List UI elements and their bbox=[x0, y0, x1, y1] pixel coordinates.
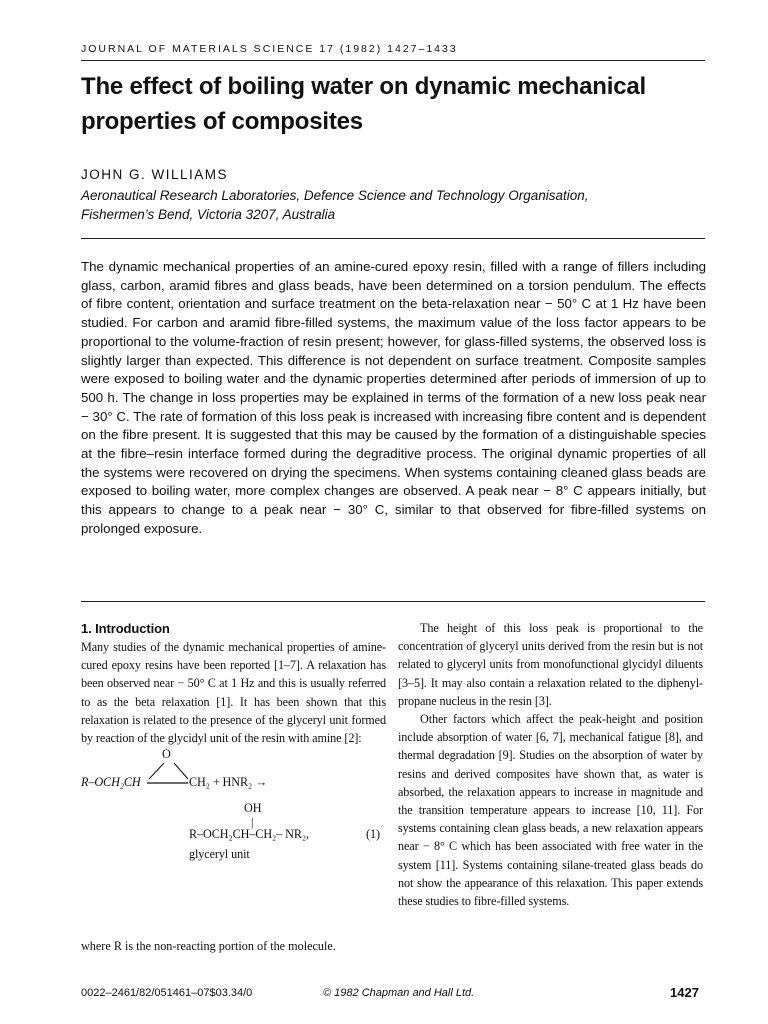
abstract: The dynamic mechanical properties of an amine-cured epoxy resin, filled with a range of fillers including glass, carbon, aramid fibres and glass beads, have been determined on a torsion pendulum. The effects of fibre content, orientation and surface treatment on the beta-relaxation near − 50° C at 1 Hz have been studied. For carbon and aramid fibre-filled systems, the maximum value of the loss factor appears to be proportional to the volume-fraction of resin present; however, for glass-filled systems, the observed loss is slightly larger than expected. This difference is not dependent on surface treatment. Composite samples were exposed to boiling water and the dynamic properties determined after periods of immersion of up to 500 h. The change in loss properties may be explained in terms of the formation of a new loss peak near − 30° C. The rate of formation of this loss peak is increased with increasing fibre content and is dependent on the fibre present. It is suggested that this may be caused by the formation of a distinguishable species at the fibre–resin interface formed during the degraditive process. The original dynamic properties of all the systems were recovered on drying the specimens. When systems containing cleaned glass beads are exposed to boiling water, more complex changes are observed. A peak near − 8° C appears initially, but this appears to change to a peak near − 30° C, similar to that observed for fibre-filled systems on prolonged exposure. bbox=[81, 259, 706, 536]
article-code: 0022–2461/82/051461–07$03.34/0 bbox=[81, 987, 253, 999]
hydroxyl-group: OH bbox=[244, 801, 262, 816]
section-heading: 1. Introduction bbox=[81, 621, 170, 636]
equation-number: (1) bbox=[366, 827, 380, 842]
epoxide-ring-lines bbox=[81, 747, 381, 897]
chemical-equation bbox=[81, 747, 386, 897]
author-affiliation bbox=[81, 186, 701, 224]
intro-paragraph-2: where R is the non-reacting portion of the molecule. bbox=[81, 939, 336, 953]
affiliation-line-1: Aeronautical Research Laboratories, Defence Science and Technology Organisation, bbox=[81, 188, 589, 203]
article-title: The effect of boiling water on dynamic mechanical properties of composites bbox=[81, 73, 646, 135]
product-formula: R–OCH₂CH–CH₂– NR₂, bbox=[189, 827, 309, 842]
copyright-notice: © 1982 Chapman and Hall Ltd. bbox=[323, 987, 475, 999]
right-column bbox=[398, 619, 703, 910]
right-paragraph-1: The height of this loss peak is proportional to the concentration of glyceryl units derived from the resin but is not related to glyceryl units from monofunctional glycidyl diluents [3–5]. It may also contain a relaxation related to the diphenyl-propane nucleus in the resin [3]. bbox=[398, 621, 703, 708]
left-column bbox=[81, 619, 386, 897]
affiliation-line-2: Fishermen’s Bend, Victoria 3207, Australia bbox=[81, 207, 336, 222]
abstract-bottom-rule bbox=[81, 601, 705, 602]
abstract-top-rule bbox=[81, 238, 705, 239]
intro-paragraph-1: Many studies of the dynamic mechanical properties of amine-cured epoxy resins have been reported [1–7]. A relaxation has been observed near − 50° C at 1 Hz and this is usually referred to as the beta relaxation [1]. It has been shown that this relaxation is related to the presence of the glyceryl unit formed by reaction of the glycidyl unit of the resin with amine [2]: bbox=[81, 640, 386, 746]
author-name: JOHN G. WILLIAMS bbox=[81, 167, 229, 182]
right-paragraph-2: Other factors which affect the peak-height and position include absorption of water [6, 7], mechanical fatigue [8], and thermal degradation [9]. Studies on the absorption of water by resins and derived composites have shown that, as water is absorbed, the relaxation appears to increase in magnitude and the transition temperature appears to increase [10, 11]. For systems containing clean glass beads, a new relaxation appears near − 8° C which has been associated with free water in the system [11]. Systems containing silane-treated glass beads do not show the appearance of this relaxation. This paper extends these studies to fibre-filled systems. bbox=[398, 712, 703, 909]
journal-header: JOURNAL OF MATERIALS SCIENCE 17 (1982) 1427–1433 bbox=[81, 43, 458, 55]
product-caption: glyceryl unit bbox=[189, 847, 250, 862]
hydroxyl-bond: | bbox=[251, 815, 254, 830]
epoxide-oxygen: O bbox=[162, 747, 171, 762]
reactant-tail: CH₂ + HNR₂ → bbox=[189, 775, 268, 790]
reactant-formula: R–OCH₂CH bbox=[81, 775, 141, 790]
page-number: 1427 bbox=[670, 985, 699, 1000]
header-rule bbox=[81, 60, 705, 61]
